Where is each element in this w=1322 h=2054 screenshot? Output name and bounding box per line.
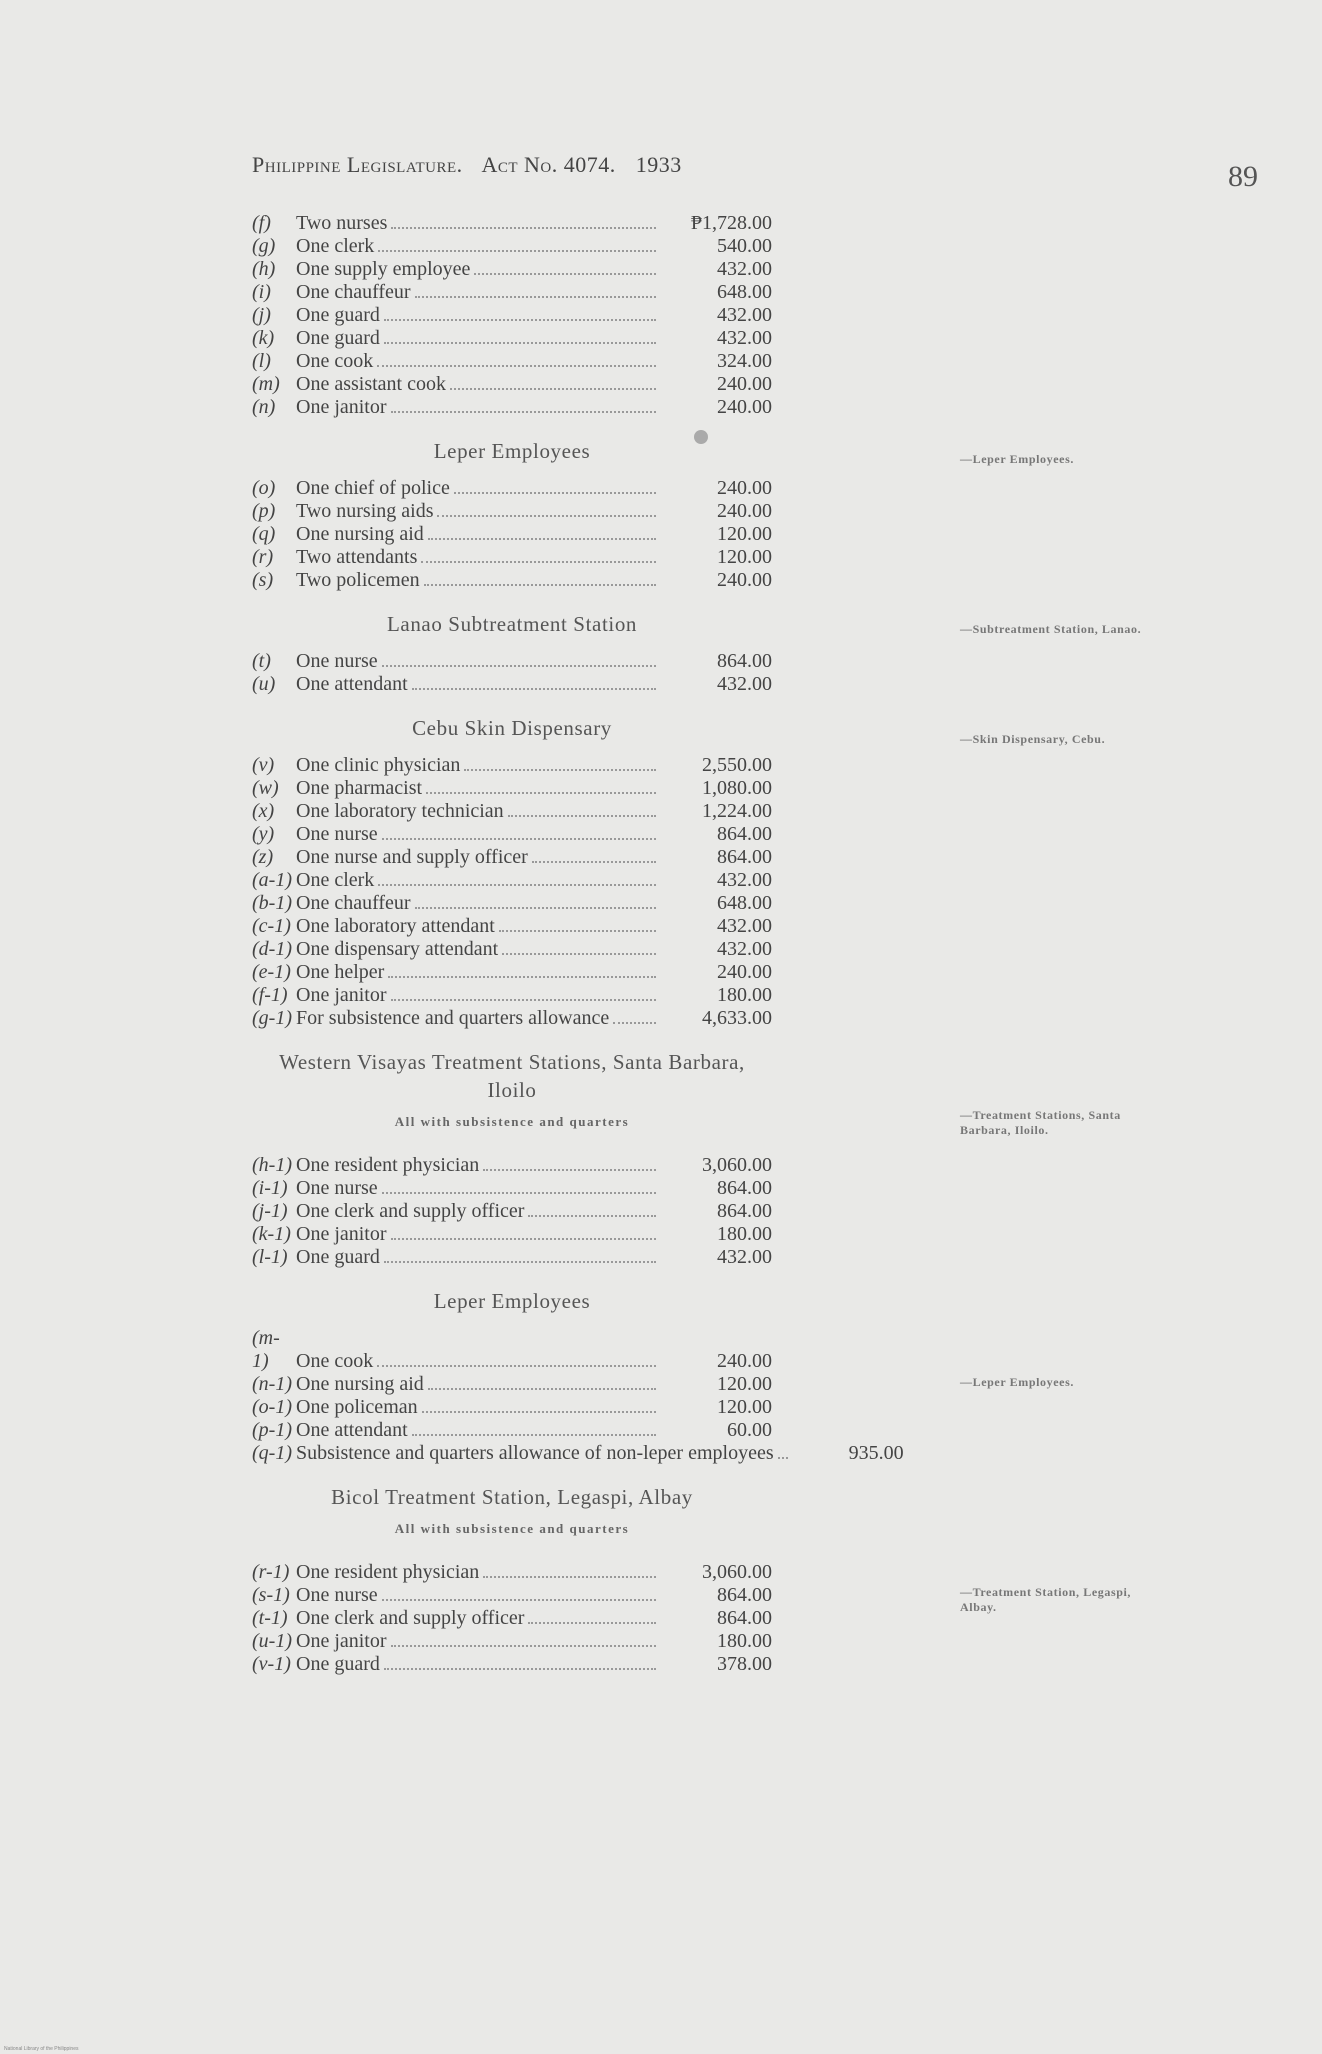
line-item [252, 1584, 772, 1607]
line-item [252, 396, 772, 419]
item-letter: (n) [252, 396, 276, 418]
line-item [252, 892, 772, 915]
item-letter: (m) [252, 373, 280, 395]
item-amount: 240.00 [717, 396, 772, 418]
item-description [296, 1653, 662, 1676]
line-item [252, 1607, 772, 1630]
item-letter: (z) [252, 846, 274, 868]
item-amount: 180.00 [717, 1223, 772, 1245]
section [252, 1287, 904, 1465]
item-description [296, 304, 662, 327]
leader-dots [502, 953, 656, 955]
leader-dots [483, 1169, 656, 1171]
section-note: All with subsistence and quarters [394, 1114, 630, 1129]
item-description [296, 327, 662, 350]
item-description-text: One janitor [296, 396, 387, 418]
item-description-text: One nurse [296, 1177, 378, 1199]
item-letter: (t) [252, 650, 271, 672]
section-heading: Bicol Treatment Station, Legaspi, Albay [331, 1485, 693, 1509]
line-item [252, 823, 772, 846]
item-description [296, 1630, 662, 1653]
item-description [296, 1154, 662, 1177]
item-amount: 432.00 [717, 915, 772, 937]
item-amount: 935.00 [848, 1442, 904, 1464]
leader-dots [384, 342, 656, 344]
item-description-text: One nurse [296, 823, 378, 845]
item-amount: 240.00 [717, 569, 772, 591]
item-letter: (b-1) [252, 892, 292, 914]
item-amount: 240.00 [717, 477, 772, 499]
leader-dots [424, 584, 656, 586]
item-description [296, 1177, 662, 1200]
item-letter: (l-1) [252, 1246, 288, 1268]
item-description [296, 915, 662, 938]
line-item [252, 235, 772, 258]
item-letter: (v-1) [252, 1653, 291, 1675]
leader-dots [382, 1599, 656, 1601]
line-item [252, 327, 772, 350]
section-heading: Cebu Skin Dispensary [412, 716, 612, 740]
item-amount: 60.00 [727, 1419, 772, 1441]
leader-dots [528, 1215, 656, 1217]
line-item [252, 1653, 772, 1676]
item-amount: 120.00 [717, 523, 772, 545]
item-description [296, 396, 662, 419]
line-item [252, 846, 772, 869]
item-description [296, 1200, 662, 1223]
item-letter: (s-1) [252, 1584, 290, 1606]
leader-dots [422, 1411, 656, 1413]
item-amount: 240.00 [717, 373, 772, 395]
item-description-text: One janitor [296, 1630, 387, 1652]
item-letter: (r) [252, 546, 274, 568]
leader-dots [382, 1192, 656, 1194]
item-amount: 864.00 [717, 823, 772, 845]
item-letter: (k) [252, 327, 275, 349]
item-letter: (p-1) [252, 1419, 292, 1441]
item-description-text: One assistant cook [296, 373, 446, 395]
item-amount: 378.00 [717, 1653, 772, 1675]
line-item [252, 304, 772, 327]
item-amount: 648.00 [717, 892, 772, 914]
item-letter: (u-1) [252, 1630, 292, 1652]
item-description [296, 1584, 662, 1607]
line-item [252, 523, 772, 546]
item-description-text: One pharmacist [296, 777, 423, 799]
section-heading: Western Visayas Treatment Stations, Santa Barbara, Iloilo [279, 1050, 745, 1102]
leader-dots [412, 1434, 656, 1436]
item-description-text: One nurse and supply officer [296, 846, 528, 868]
item-description-text: One policeman [296, 1396, 418, 1418]
item-description [296, 1419, 662, 1442]
item-amount: 4,633.00 [702, 1007, 772, 1029]
line-item [252, 281, 772, 304]
section [252, 714, 772, 1030]
leader-dots [378, 884, 656, 886]
item-description-text: For subsistence and quarters allowance [296, 1007, 610, 1029]
item-letter: (x) [252, 800, 275, 822]
item-description [296, 1007, 662, 1030]
line-item [252, 373, 772, 396]
item-amount: 120.00 [717, 1373, 772, 1395]
line-item [252, 546, 772, 569]
item-description [296, 1350, 662, 1373]
item-description [296, 281, 662, 304]
leader-dots [508, 815, 656, 817]
line-item [252, 569, 772, 592]
item-description [296, 650, 662, 673]
item-description [296, 212, 662, 235]
line-item [252, 258, 772, 281]
line-item [252, 1154, 772, 1177]
item-description-text: One supply employee [296, 258, 471, 280]
item-description [296, 1442, 794, 1465]
item-description [296, 1561, 662, 1584]
line-item [252, 777, 772, 800]
item-letter: (q) [252, 523, 276, 545]
item-description-text: One dispensary attendant [296, 938, 499, 960]
item-letter: (m-1) [252, 1327, 280, 1372]
line-item [252, 984, 772, 1007]
item-description [296, 846, 662, 869]
leader-dots [391, 1238, 656, 1240]
item-amount: 648.00 [717, 281, 772, 303]
item-description [296, 523, 662, 546]
section [252, 212, 772, 419]
leader-dots [428, 1388, 656, 1390]
item-amount: ₱1,728.00 [690, 212, 772, 234]
item-amount: 180.00 [717, 984, 772, 1006]
item-letter: (a-1) [252, 869, 292, 891]
footer-credit: National Library of the Philippines [4, 2046, 79, 2052]
item-description [296, 673, 662, 696]
item-description [296, 350, 662, 373]
item-letter: (v) [252, 754, 275, 776]
item-letter: (g-1) [252, 1007, 292, 1029]
item-description [296, 823, 662, 846]
item-amount: 864.00 [717, 1584, 772, 1606]
item-letter: (e-1) [252, 961, 291, 983]
item-amount: 3,060.00 [702, 1154, 772, 1176]
item-amount: 2,550.00 [702, 754, 772, 776]
page-number: 89 [1228, 160, 1258, 193]
section-heading: Leper Employees [433, 439, 591, 463]
line-item [252, 938, 772, 961]
header-title: Philippine Legislature. [252, 152, 463, 177]
leader-dots [778, 1457, 788, 1459]
margin-note-1: —Leper Employees. [960, 452, 1074, 466]
appropriation-list [252, 212, 904, 1690]
item-letter: (f) [252, 212, 271, 234]
item-description-text: One laboratory attendant [296, 915, 495, 937]
item-amount: 432.00 [717, 304, 772, 326]
margin-note-6: —Treatment Station, Legaspi, Albay. [960, 1585, 1132, 1614]
leader-dots [388, 976, 656, 978]
item-description [296, 984, 662, 1007]
section [252, 610, 772, 696]
line-item [252, 477, 772, 500]
item-description-text: One resident physician [296, 1154, 480, 1176]
leader-dots [415, 296, 656, 298]
item-amount: 432.00 [717, 938, 772, 960]
leader-dots [532, 861, 656, 863]
item-description-text: One clerk and supply officer [296, 1607, 525, 1629]
leader-dots [377, 1365, 656, 1367]
item-amount: 432.00 [717, 673, 772, 695]
line-item [252, 1223, 772, 1246]
section [252, 1048, 772, 1269]
item-amount: 1,080.00 [702, 777, 772, 799]
leader-dots [391, 1645, 656, 1647]
item-amount: 240.00 [717, 961, 772, 983]
item-letter: (k-1) [252, 1223, 291, 1245]
item-amount: 864.00 [717, 1177, 772, 1199]
item-description-text: One attendant [296, 1419, 408, 1441]
item-letter: (s) [252, 569, 274, 591]
item-description-text: Two nurses [296, 212, 388, 234]
item-amount: 540.00 [717, 235, 772, 257]
leader-dots [421, 561, 656, 563]
item-description-text: One nurse [296, 650, 378, 672]
item-description-text: One chauffeur [296, 281, 411, 303]
item-amount: 864.00 [717, 1200, 772, 1222]
line-item [252, 869, 772, 892]
item-description-text: One cook [296, 350, 374, 372]
item-letter: (c-1) [252, 915, 291, 937]
item-amount: 1,224.00 [702, 800, 772, 822]
item-description-text: One laboratory technician [296, 800, 504, 822]
item-amount: 864.00 [717, 1607, 772, 1629]
item-description-text: One guard [296, 304, 380, 326]
section-note: All with subsistence and quarters [394, 1521, 630, 1536]
item-letter: (l) [252, 350, 271, 372]
item-amount: 240.00 [717, 1350, 772, 1372]
item-amount: 432.00 [717, 327, 772, 349]
line-item [252, 1442, 904, 1465]
item-description-text: Two attendants [296, 546, 418, 568]
item-letter: (f-1) [252, 984, 288, 1006]
item-description-text: One cook [296, 1350, 374, 1372]
line-item [252, 754, 772, 777]
item-description [296, 938, 662, 961]
item-description-text: Two policemen [296, 569, 420, 591]
leader-dots [384, 1261, 656, 1263]
leader-dots [382, 665, 656, 667]
leader-dots [437, 515, 656, 517]
item-amount: 864.00 [717, 650, 772, 672]
item-description [296, 1223, 662, 1246]
line-item [252, 1630, 772, 1653]
leader-dots [499, 930, 656, 932]
item-description [296, 1246, 662, 1269]
item-letter: (q-1) [252, 1442, 292, 1464]
leader-dots [415, 907, 656, 909]
line-item [252, 350, 772, 373]
line-item [252, 1419, 772, 1442]
item-description-text: One nurse [296, 1584, 378, 1606]
leader-dots [613, 1022, 656, 1024]
line-item [252, 1200, 772, 1223]
leader-dots [474, 273, 656, 275]
item-letter: (y) [252, 823, 275, 845]
line-item [252, 1177, 772, 1200]
item-description-text: One clerk and supply officer [296, 1200, 525, 1222]
leader-dots [428, 538, 656, 540]
line-item [252, 961, 772, 984]
item-description-text: One guard [296, 1653, 380, 1675]
line-item [252, 1246, 772, 1269]
item-description [296, 569, 662, 592]
item-description [296, 373, 662, 396]
section [252, 1483, 772, 1676]
item-description-text: One chief of police [296, 477, 450, 499]
running-header [252, 152, 892, 178]
item-description-text: One attendant [296, 673, 408, 695]
section-heading: Leper Employees [433, 1289, 591, 1313]
leader-dots [391, 411, 656, 413]
item-description [296, 477, 662, 500]
item-letter: (n-1) [252, 1373, 292, 1395]
margin-note-3: —Skin Dispensary, Cebu. [960, 732, 1106, 746]
leader-dots [454, 492, 656, 494]
item-letter: (j) [252, 304, 271, 326]
item-description-text: Two nursing aids [296, 500, 434, 522]
item-description-text: One janitor [296, 984, 387, 1006]
line-item [252, 1396, 772, 1419]
item-amount: 432.00 [717, 1246, 772, 1268]
item-description-text: One nursing aid [296, 1373, 424, 1395]
leader-dots [412, 688, 656, 690]
leader-dots [384, 319, 656, 321]
item-letter: (i) [252, 281, 271, 303]
section [252, 437, 772, 592]
line-item [252, 800, 772, 823]
item-description [296, 258, 662, 281]
leader-dots [391, 227, 656, 229]
item-description-text: One janitor [296, 1223, 387, 1245]
section-heading: Lanao Subtreatment Station [386, 612, 638, 636]
item-description [296, 500, 662, 523]
leader-dots [464, 769, 656, 771]
item-amount: 324.00 [717, 350, 772, 372]
header-act: Act No. 4074. [481, 152, 616, 177]
item-amount: 3,060.00 [702, 1561, 772, 1583]
line-item [252, 212, 772, 235]
item-letter: (w) [252, 777, 279, 799]
margin-note-4: —Treatment Stations, Santa Barbara, Iloilo. [960, 1108, 1121, 1137]
item-description [296, 777, 662, 800]
item-description-text: One clinic physician [296, 754, 461, 776]
line-item [252, 650, 772, 673]
item-description [296, 546, 662, 569]
margin-note-2: —Subtreatment Station, Lanao. [960, 622, 1142, 636]
line-item [252, 500, 772, 523]
item-amount: 432.00 [717, 869, 772, 891]
item-description [296, 869, 662, 892]
leader-dots [391, 999, 656, 1001]
item-description [296, 1607, 662, 1630]
line-item [252, 915, 772, 938]
item-amount: 240.00 [717, 500, 772, 522]
item-letter: (t-1) [252, 1607, 288, 1629]
item-amount: 120.00 [717, 546, 772, 568]
line-item [252, 1373, 772, 1396]
leader-dots [378, 250, 656, 252]
item-description-text: Subsistence and quarters allowance of non-leper employees [296, 1442, 774, 1464]
item-description [296, 1396, 662, 1419]
item-description-text: One resident physician [296, 1561, 480, 1583]
item-letter: (j-1) [252, 1200, 288, 1222]
item-letter: (d-1) [252, 938, 292, 960]
leader-dots [528, 1622, 656, 1624]
item-letter: (g) [252, 235, 276, 257]
item-letter: (u) [252, 673, 276, 695]
item-description [296, 961, 662, 984]
item-letter: (h) [252, 258, 276, 280]
leader-dots [450, 388, 656, 390]
leader-dots [384, 1668, 656, 1670]
item-letter: (i-1) [252, 1177, 288, 1199]
item-description-text: One chauffeur [296, 892, 411, 914]
item-description-text: One helper [296, 961, 385, 983]
item-description [296, 1373, 662, 1396]
line-item [252, 1561, 772, 1584]
item-amount: 864.00 [717, 846, 772, 868]
item-description [296, 892, 662, 915]
item-letter: (p) [252, 500, 276, 522]
item-letter: (r-1) [252, 1561, 290, 1583]
item-amount: 432.00 [717, 258, 772, 280]
leader-dots [377, 365, 656, 367]
leader-dots [382, 838, 656, 840]
item-description-text: One guard [296, 1246, 380, 1268]
line-item [252, 1007, 772, 1030]
margin-note-5: —Leper Employees. [960, 1375, 1074, 1389]
item-description [296, 235, 662, 258]
item-description-text: One guard [296, 327, 380, 349]
line-item [252, 1327, 772, 1373]
item-letter: (o-1) [252, 1396, 292, 1418]
item-letter: (h-1) [252, 1154, 292, 1176]
item-amount: 120.00 [717, 1396, 772, 1418]
header-year: 1933 [635, 152, 682, 177]
leader-dots [483, 1576, 656, 1578]
item-description-text: One clerk [296, 235, 375, 257]
leader-dots [426, 792, 656, 794]
item-letter: (o) [252, 477, 276, 499]
item-amount: 180.00 [717, 1630, 772, 1652]
item-description [296, 754, 662, 777]
item-description-text: One nursing aid [296, 523, 424, 545]
item-description-text: One clerk [296, 869, 375, 891]
item-description [296, 800, 662, 823]
line-item [252, 673, 772, 696]
